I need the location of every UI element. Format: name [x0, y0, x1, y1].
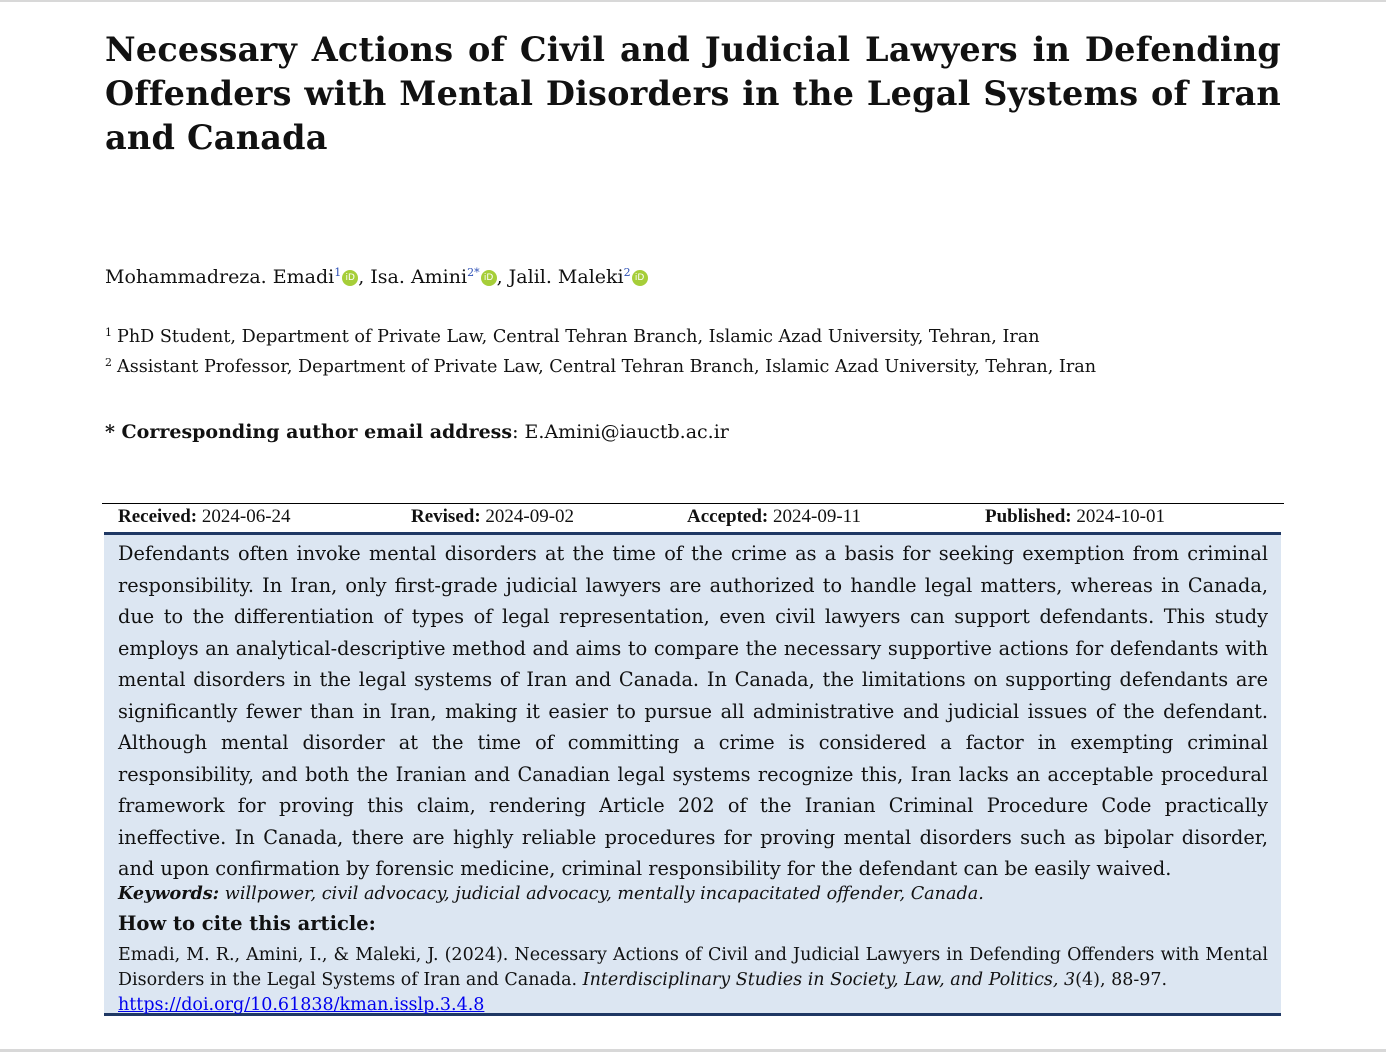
- revised-date: [411, 506, 574, 528]
- author-affiliation-marker: 2*: [467, 266, 480, 279]
- author-name: Isa. Amini: [370, 266, 468, 288]
- revised-value: 2024-09-02: [485, 506, 575, 527]
- author-name: Mohammadreza. Emadi: [105, 266, 335, 288]
- affiliation-number: 1: [105, 326, 112, 339]
- publication-dates: [0, 506, 1386, 532]
- affiliation-item: [105, 350, 1096, 380]
- keywords-label: Keywords:: [118, 883, 220, 904]
- orcid-icon[interactable]: iD: [342, 270, 358, 286]
- citation-reference: Emadi, M. R., Amini, I., & Maleki, J. (2024). Necessary Actions of Civil and Judicial Lawyers in Defending Offenders with Mental Disorders in the Legal Systems of Iran and Canada.: [118, 945, 1268, 990]
- keywords: [118, 883, 984, 904]
- corresponding-label: * Corresponding author email address: [105, 421, 513, 443]
- dates-top-rule: [102, 503, 1284, 504]
- affiliation-text: Assistant Professor, Department of Private Law, Central Tehran Branch, Islamic Azad University, Tehran, Iran: [117, 357, 1097, 377]
- accepted-value: 2024-09-11: [773, 506, 861, 527]
- top-border: [0, 0, 1386, 2]
- affiliation-item: [105, 320, 1096, 350]
- keywords-text: willpower, civil advocacy, judicial advocacy, mentally incapacitated offender, Canada.: [219, 884, 984, 904]
- affiliation-list: [105, 320, 1096, 380]
- affiliation-number: 2: [105, 356, 112, 369]
- received-value: 2024-06-24: [201, 506, 291, 527]
- corresponding-email[interactable]: E.Amini@iauctb.ac.ir: [524, 421, 729, 443]
- abstract-text: Defendants often invoke mental disorders at the time of the crime as a basis for seeking exemption from criminal responsibility. In Iran, only first-grade judicial lawyers are authorized to handle legal matters, whereas in Canada, due to the differentiation of types of legal representation, even civil lawyers can support defendants. This study employs an analytical-descriptive method and aims to compare the necessary supportive actions for defendants with mental disorders in the legal systems of Iran and Canada. In Canada, the limitations on supporting defendants are significantly fewer than in Iran, making it easier to pursue all administrative and judicial issues of the defendant. Although mental disorder at the time of committing a crime is considered a factor in exempting criminal responsibility, and both the Iranian and Canadian legal systems recognize this, Iran lacks an acceptable procedural framework for proving this claim, rendering Article 202 of the Iranian Criminal Procedure Code practically ineffective. In Canada, there are highly reliable procedures for proving mental disorders such as bipolar disorder, and upon confirmation by forensic medicine, criminal responsibility for the defendant can be easily waived.: [118, 542, 1268, 880]
- citation-text: [118, 943, 1268, 1018]
- accepted-date: [687, 506, 861, 528]
- revised-label: Revised:: [411, 506, 481, 527]
- author-affiliation-marker: 1: [334, 266, 342, 279]
- citation-issue: (4), 88-97.: [1075, 970, 1168, 990]
- citation-journal: Interdisciplinary Studies in Society, Law, and Politics, 3: [582, 970, 1076, 990]
- published-value: 2024-10-01: [1076, 506, 1165, 527]
- corresponding-separator: :: [512, 421, 525, 443]
- published-label: Published:: [985, 506, 1072, 527]
- author-separator: ,: [496, 266, 509, 288]
- corresponding-author: [105, 421, 729, 443]
- citation-heading: How to cite this article:: [118, 912, 376, 935]
- author-separator: ,: [358, 266, 371, 288]
- author-name: Jalil. Maleki: [508, 266, 624, 288]
- author-affiliation-marker: 2: [623, 266, 631, 279]
- orcid-icon[interactable]: iD: [481, 270, 497, 286]
- accepted-label: Accepted:: [687, 506, 769, 527]
- orcid-icon[interactable]: iD: [632, 270, 648, 286]
- doi-link[interactable]: https://doi.org/10.61838/kman.isslp.3.4.8: [118, 995, 485, 1015]
- received-label: Received:: [118, 506, 198, 527]
- author-list: [105, 266, 648, 288]
- received-date: [118, 506, 291, 528]
- affiliation-text: PhD Student, Department of Private Law, Central Tehran Branch, Islamic Azad University, Tehran, Iran: [117, 327, 1040, 347]
- published-date: [985, 506, 1165, 528]
- paper-title: Necessary Actions of Civil and Judicial Lawyers in Defending Offenders with Mental Disorders in the Legal Systems of Iran and Canada: [105, 30, 1281, 157]
- abstract-panel: [104, 532, 1281, 1016]
